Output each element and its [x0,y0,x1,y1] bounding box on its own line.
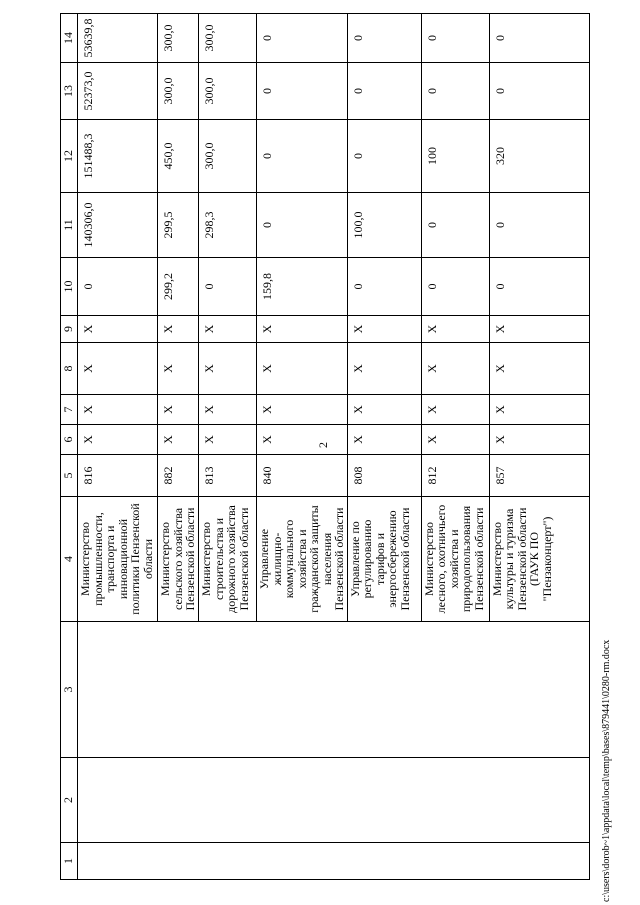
column-13-cell: 0 [347,63,421,120]
column-number-cell: 4 [61,497,78,622]
column-11-cell: 0 [421,193,489,258]
column-7-cell: X [257,395,348,425]
agency-name-cell: Министерство промышленности, транспорта и инновационной политики Пензенской области [78,497,158,622]
column-12-cell: 320 [489,120,589,193]
column-14-cell: 300,0 [199,14,257,63]
column-6-cell: X [158,425,199,455]
agency-name-cell: Министерство строительства и дорожного хозяйства Пензенской области [199,497,257,622]
table-row [78,14,158,880]
column-10-cell: 0 [421,258,489,316]
column-number-cell: 8 [61,343,78,395]
column-6-cell: X [257,425,348,455]
column-6-cell: X [421,425,489,455]
column-10-cell: 159,8 [257,258,348,316]
column-12-cell: 0 [347,120,421,193]
column-8-cell: X [257,343,348,395]
page-number: 2 [316,442,330,448]
column-12-cell: 100 [421,120,489,193]
column-12-cell: 450,0 [158,120,199,193]
column-number-cell: 12 [61,120,78,193]
column-9-cell: X [158,316,199,343]
column-9-cell: X [421,316,489,343]
column-number-cell: 5 [61,455,78,497]
column-11-cell: 298,3 [199,193,257,258]
column-13-cell: 300,0 [199,63,257,120]
column-6-cell: X [347,425,421,455]
column-number-cell: 3 [61,622,78,758]
agency-code-cell: 882 [158,455,199,497]
column-2-merged-cell [78,758,590,843]
column-10-cell: 0 [199,258,257,316]
column-8-cell: X [489,343,589,395]
column-8-cell: X [78,343,158,395]
column-number-cell: 9 [61,316,78,343]
column-8-cell: X [199,343,257,395]
column-number-cell: 2 [61,758,78,843]
column-13-cell: 52373,0 [78,63,158,120]
column-11-cell: 0 [489,193,589,258]
column-14-cell: 53639,8 [78,14,158,63]
column-11-cell: 140306,0 [78,193,158,258]
column-14-cell: 0 [489,14,589,63]
column-number-cell: 13 [61,63,78,120]
column-12-cell: 0 [257,120,348,193]
column-9-cell: X [199,316,257,343]
agency-name-cell: Министерство сельского хозяйства Пензенской области [158,497,199,622]
agency-code-cell: 840 [257,455,348,497]
column-8-cell: X [347,343,421,395]
agency-name-cell: Министерство культуры и туризма Пензенской области (ГАУК ПО "Пензаконцерт") [489,497,589,622]
column-number-cell: 11 [61,193,78,258]
column-7-cell: X [158,395,199,425]
column-9-cell: X [78,316,158,343]
column-11-cell: 299,5 [158,193,199,258]
column-14-cell: 300,0 [158,14,199,63]
column-8-cell: X [158,343,199,395]
column-number-cell: 1 [61,843,78,880]
column-number-row [61,14,78,880]
footer-file-path: c:\users\dorob~1\appdata\local\temp\bases\879441\0280-rm.docx [601,639,612,902]
agency-name-cell: Управление по регулированию тарифов и энергосбережению Пензенской области [347,497,421,622]
column-13-cell: 0 [489,63,589,120]
column-10-cell: 0 [489,258,589,316]
budget-table [60,13,590,880]
column-7-cell: X [199,395,257,425]
column-9-cell: X [257,316,348,343]
agency-code-cell: 857 [489,455,589,497]
column-7-cell: X [78,395,158,425]
column-6-cell: X [489,425,589,455]
column-1-merged-cell [78,843,590,880]
column-8-cell: X [421,343,489,395]
column-10-cell: 0 [347,258,421,316]
column-11-cell: 0 [257,193,348,258]
agency-name-cell: Министерство лесного, охотничьего хозяйства и природопользования Пензенской области [421,497,489,622]
column-10-cell: 0 [78,258,158,316]
agency-code-cell: 816 [78,455,158,497]
column-number-cell: 14 [61,14,78,63]
column-13-cell: 300,0 [158,63,199,120]
column-7-cell: X [421,395,489,425]
agency-code-cell: 808 [347,455,421,497]
column-7-cell: X [347,395,421,425]
column-3-merged-cell [78,622,590,758]
column-number-cell: 7 [61,395,78,425]
rotated-table-wrapper [60,14,588,880]
column-12-cell: 300,0 [199,120,257,193]
column-7-cell: X [489,395,589,425]
column-11-cell: 100,0 [347,193,421,258]
column-13-cell: 0 [421,63,489,120]
column-6-cell: X [78,425,158,455]
column-6-cell: X [199,425,257,455]
column-9-cell: X [489,316,589,343]
column-13-cell: 0 [257,63,348,120]
column-9-cell: X [347,316,421,343]
agency-code-cell: 813 [199,455,257,497]
column-12-cell: 151488,3 [78,120,158,193]
column-14-cell: 0 [347,14,421,63]
agency-code-cell: 812 [421,455,489,497]
agency-name-cell: Управление жилищно- коммунального хозяйства и гражданской защиты населения Пензенской области [257,497,348,622]
column-14-cell: 0 [421,14,489,63]
column-number-cell: 6 [61,425,78,455]
column-number-cell: 10 [61,258,78,316]
column-10-cell: 299,2 [158,258,199,316]
table-body [61,14,590,880]
column-14-cell: 0 [257,14,348,63]
